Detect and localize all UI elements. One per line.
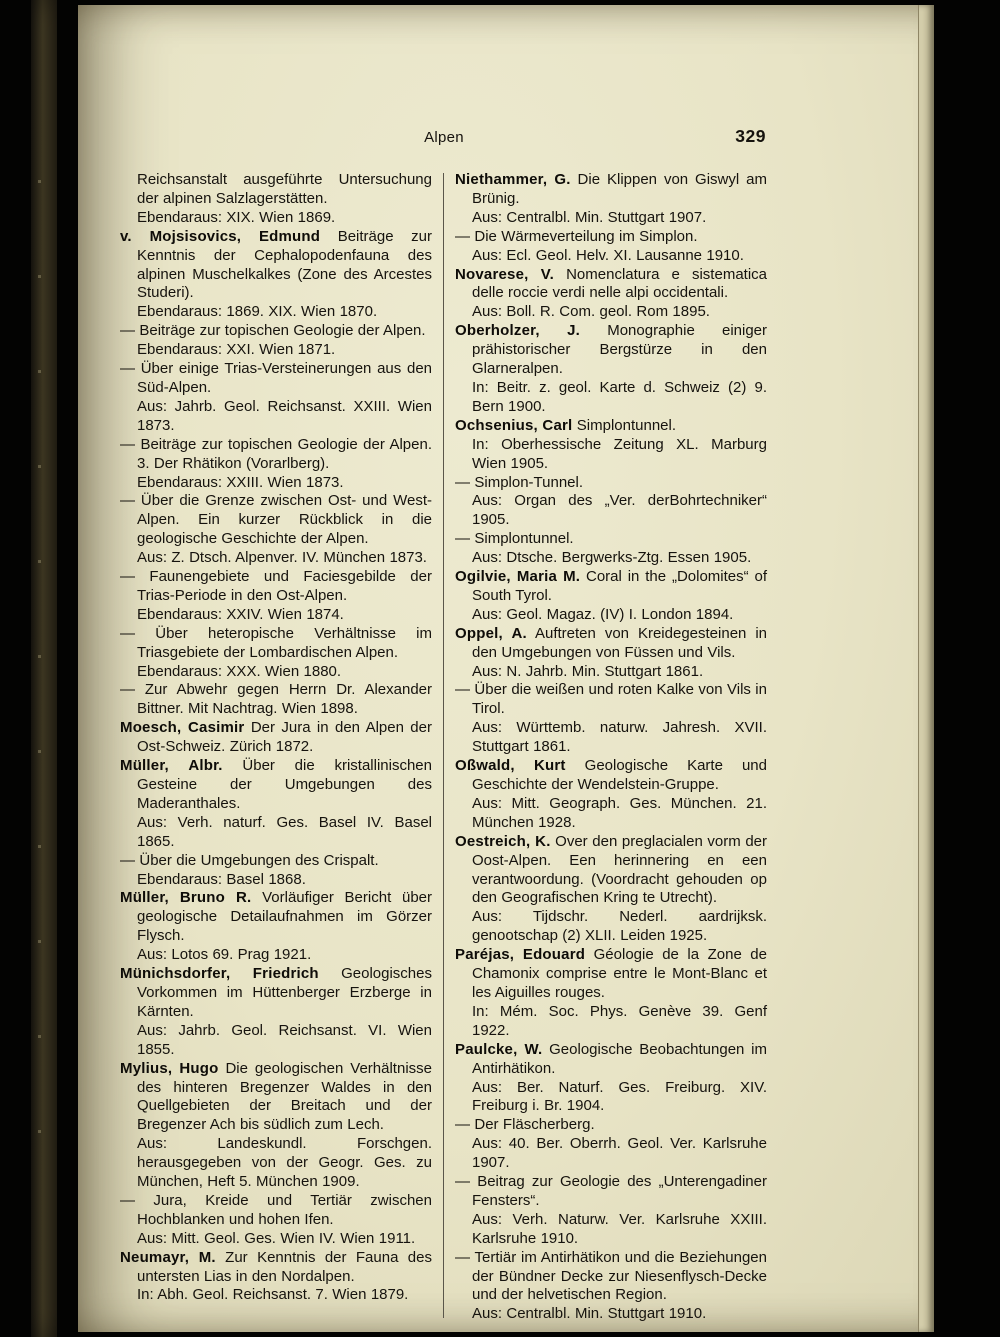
page-number: 329 <box>735 126 766 146</box>
author-name: Paréjas, Edouard <box>455 946 586 964</box>
bibliography-entry: Reichsanstalt ausgeführte Untersuchung der alpinen Salzlagerstätten. Ebendaraus: XIX. Wien 1869. <box>137 171 432 226</box>
bibliography-entry: — Über die Umgebungen des Crispalt. Ebendaraus: Basel 1868. <box>120 852 432 890</box>
left-column <box>120 171 432 1324</box>
author-name: Moesch, Casimir <box>120 719 245 737</box>
entry-reference: Ebendaraus: XXIV. Wien 1874. <box>137 605 344 623</box>
entry-reference: Aus: Verh. naturf. Ges. Basel IV. Basel 1865. <box>137 813 432 850</box>
entry-reference: Aus: Jahrb. Geol. Reichsanst. XXIII. Wien 1873. <box>137 397 432 434</box>
bibliography-entry: Müller, Albr. Über die kristallinischen Gesteine der Umgebungen des Maderanthales. Aus: Verh. naturf. Ges. Basel IV. Basel 1865. <box>120 757 432 850</box>
entry-reference: Aus: Boll. R. Com. geol. Rom 1895. <box>472 303 710 321</box>
entry-reference: Aus: Württemb. naturw. Jahresh. XVII. Stuttgart 1861. <box>472 719 767 756</box>
author-name: Oberholzer, J. <box>455 322 581 340</box>
right-column <box>455 171 767 1324</box>
author-name: Ogilvie, Maria M. <box>455 568 581 586</box>
bibliography-entry: — Jura, Kreide und Tertiär zwischen Hochblanken und hohen Ifen. Aus: Mitt. Geol. Ges. Wien IV. Wien 1911. <box>120 1191 432 1247</box>
bibliography-entry: — Über heteropische Verhältnisse im Triasgebiete der Lombardischen Alpen. Ebendaraus: XXX. Wien 1880. <box>120 624 432 680</box>
bibliography-entry: Ochsenius, Carl Simplontunnel. In: Oberhessische Zeitung XL. Marburg Wien 1905. <box>455 416 767 472</box>
bibliography-entry: — Beiträge zur topischen Geologie der Alpen. 3. Der Rhätikon (Vorarlberg). Ebendaraus: XXIII. Wien 1873. <box>120 435 432 491</box>
entry-reference: Ebendaraus: XXX. Wien 1880. <box>137 662 342 680</box>
author-name: Oßwald, Kurt <box>455 757 566 775</box>
bibliography-entry: Oppel, A. Auftreten von Kreidegesteinen in den Umgebungen von Füssen und Vils. Aus: N. Jahrb. Min. Stuttgart 1861. <box>455 624 767 680</box>
entry-reference: Aus: Verh. Naturw. Ver. Karlsruhe XXIII. Karlsruhe 1910. <box>472 1210 767 1247</box>
bibliography-entry: — Beitrag zur Geologie des „Unterengadiner Fensters“. Aus: Verh. Naturw. Ver. Karlsruhe XXIII. Karlsruhe 1910. <box>455 1173 767 1247</box>
bibliography-entry: v. Mojsisovics, Edmund Beiträge zur Kenntnis der Cephalopodenfauna des alpinen Muschelkalkes (Zone des Arcestes Studeri). Ebendaraus: 1869. XIX. Wien 1870. <box>120 227 432 321</box>
entry-reference: In: Mém. Soc. Phys. Genève 39. Genf 1922. <box>472 1002 767 1039</box>
entry-reference: Aus: Z. Dtsch. Alpenver. IV. München 1873. <box>137 549 427 567</box>
entry-reference: Ebendaraus: Basel 1868. <box>137 870 306 888</box>
entry-reference: Aus: Landeskundl. Forschgen. herausgegeben von der Geogr. Ges. zu München, Heft 5. München 1909. <box>137 1135 432 1191</box>
author-name: Niethammer, G. <box>455 171 571 188</box>
page-content <box>120 126 768 1324</box>
bibliography-entry: — Über die Grenze zwischen Ost- und West-Alpen. Ein kurzer Rückblick in die geologische Geschichte der Alpen. Aus: Z. Dtsch. Alpenver. IV. München 1873. <box>120 492 432 567</box>
bibliography-entry: — Faunengebiete und Faciesgebilde der Trias-Periode in den Ost-Alpen. Ebendaraus: XXIV. Wien 1874. <box>120 568 432 623</box>
book-page <box>78 5 934 1332</box>
entry-reference: Aus: Geol. Magaz. (IV) I. London 1894. <box>472 605 734 623</box>
bibliography-entry: — Simplontunnel. Aus: Dtsche. Bergwerks-Ztg. Essen 1905. <box>455 530 767 568</box>
author-name: Müller, Albr. <box>120 757 223 775</box>
entry-reference: Aus: Centralbl. Min. Stuttgart 1907. <box>472 208 707 226</box>
bibliography-entry: Niethammer, G. Die Klippen von Giswyl am Brünig. Aus: Centralbl. Min. Stuttgart 1907. <box>455 171 767 226</box>
text-columns <box>120 171 768 1324</box>
entry-reference: In: Abh. Geol. Reichsanst. 7. Wien 1879. <box>137 1286 409 1304</box>
author-name: Oppel, A. <box>455 624 527 642</box>
column-divider <box>443 173 444 1318</box>
entry-reference: Aus: Mitt. Geograph. Ges. München. 21. München 1928. <box>472 794 767 831</box>
bibliography-entry: Mylius, Hugo Die geologischen Verhältnisse des hinteren Bregenzer Waldes in den Quellgebieten der Breitach und der Bregenzer Ach bis südlich zum Lech. Aus: Landeskundl. Forschgen. herausgegeben von der Geogr. Ges. zu München, Heft 5. München 1909. <box>120 1059 432 1191</box>
entry-reference: Aus: Lotos 69. Prag 1921. <box>137 946 312 964</box>
bibliography-entry: Novarese, V. Nomenclatura e sistematica delle roccie verdi nelle alpi occidentali. Aus: Boll. R. Com. geol. Rom 1895. <box>455 265 767 321</box>
entry-reference: Aus: Ecl. Geol. Helv. XI. Lausanne 1910. <box>472 246 744 264</box>
entry-reference: Ebendaraus: XXI. Wien 1871. <box>137 341 336 359</box>
bibliography-entry: — Die Wärmeverteilung im Simplon. Aus: Ecl. Geol. Helv. XI. Lausanne 1910. <box>455 228 767 266</box>
left-page-edges <box>31 0 57 1337</box>
author-name: Münichsdorfer, Friedrich <box>120 965 319 983</box>
entry-reference: Aus: Tijdschr. Nederl. aardrijksk. genootschap (2) XLII. Leiden 1925. <box>472 908 767 945</box>
entry-reference: Aus: Centralbl. Min. Stuttgart 1910. <box>472 1305 707 1323</box>
bibliography-entry: Müller, Bruno R. Vorläufiger Bericht über geologische Detailaufnahmen im Görzer Flysch. Aus: Lotos 69. Prag 1921. <box>120 889 432 964</box>
bibliography-entry: — Tertiär im Antirhätikon und die Beziehungen der Bündner Decke zur Niesenflysch-Decke und der helvetischen Region. Aus: Centralbl. Min. Stuttgart 1910. <box>455 1248 767 1323</box>
page-header <box>120 126 768 155</box>
author-name: Müller, Bruno R. <box>120 889 252 907</box>
entry-reference: Aus: N. Jahrb. Min. Stuttgart 1861. <box>472 662 704 680</box>
bibliography-entry: Oßwald, Kurt Geologische Karte und Geschichte der Wendelstein-Gruppe. Aus: Mitt. Geograph. Ges. München. 21. München 1928. <box>455 757 767 831</box>
author-name: Paulcke, W. <box>455 1040 543 1058</box>
bibliography-entry: — Über einige Trias-Versteinerungen aus den Süd-Alpen. Aus: Jahrb. Geol. Reichsanst. XXIII. Wien 1873. <box>120 360 432 434</box>
bibliography-entry: Münichsdorfer, Friedrich Geologisches Vorkommen im Hüttenberger Erzberge in Kärnten. Aus: Jahrb. Geol. Reichsanst. VI. Wien 1855. <box>120 965 432 1058</box>
entry-reference: Ebendaraus: XIX. Wien 1869. <box>137 208 336 226</box>
bibliography-entry: — Zur Abwehr gegen Herrn Dr. Alexander Bittner. Mit Nachtrag. Wien 1898. <box>120 681 432 718</box>
entry-reference: Ebendaraus: 1869. XIX. Wien 1870. <box>137 303 378 321</box>
author-name: v. Mojsisovics, Edmund <box>120 227 321 245</box>
right-page-edges <box>918 5 934 1332</box>
bibliography-entry: Paulcke, W. Geologische Beobachtungen im Antirhätikon. Aus: Ber. Naturf. Ges. Freiburg. XIV. Freiburg i. Br. 1904. <box>455 1040 768 1115</box>
bibliography-entry: Neumayr, M. Zur Kenntnis der Fauna des untersten Lias in den Nordalpen. In: Abh. Geol. Reichsanst. 7. Wien 1879. <box>120 1248 432 1304</box>
entry-reference: Ebendaraus: XXIII. Wien 1873. <box>137 473 344 491</box>
author-name: Novarese, V. <box>455 265 554 283</box>
bibliography-entry: Oestreich, K. Over den preglacialen vorm der Oost-Alpen. Een herinnering en een verantwoordung. (Voordracht gehouden op den Geografischen Kring te Utrecht). Aus: Tijdschr. Nederl. aardrijksk. genootschap (2) XLII. Leiden 1925. <box>455 832 767 945</box>
entry-reference: Aus: Jahrb. Geol. Reichsanst. VI. Wien 1855. <box>137 1021 432 1058</box>
bibliography-entry: Paréjas, Edouard Géologie de la Zone de Chamonix comprise entre le Mont-Blanc et les Aiguilles rouges. In: Mém. Soc. Phys. Genève 39. Genf 1922. <box>455 946 767 1039</box>
bibliography-entry: — Simplon-Tunnel. Aus: Organ des „Ver. derBohrtechniker“ 1905. <box>455 473 767 529</box>
entry-reference: Aus: 40. Ber. Oberrh. Geol. Ver. Karlsruhe 1907. <box>472 1135 767 1172</box>
entry-reference: In: Oberhessische Zeitung XL. Marburg Wien 1905. <box>472 435 767 472</box>
author-name: Oestreich, K. <box>455 832 551 850</box>
entry-reference: Aus: Dtsche. Bergwerks-Ztg. Essen 1905. <box>472 549 752 567</box>
bibliography-entry: — Der Fläscherberg. Aus: 40. Ber. Oberrh. Geol. Ver. Karlsruhe 1907. <box>455 1116 767 1172</box>
author-name: Neumayr, M. <box>120 1248 216 1266</box>
bibliography-entry: — Beiträge zur topischen Geologie der Alpen. Ebendaraus: XXI. Wien 1871. <box>120 322 432 360</box>
entry-reference: Aus: Mitt. Geol. Ges. Wien IV. Wien 1911. <box>137 1229 416 1247</box>
entry-reference: Aus: Organ des „Ver. derBohrtechniker“ 1905. <box>472 492 767 529</box>
bibliography-entry: — Über die weißen und roten Kalke von Vils in Tirol. Aus: Württemb. naturw. Jahresh. XVII. Stuttgart 1861. <box>455 681 767 756</box>
bibliography-entry: Moesch, Casimir Der Jura in den Alpen der Ost-Schweiz. Zürich 1872. <box>120 719 432 756</box>
author-name: Mylius, Hugo <box>120 1059 219 1077</box>
bibliography-entry: Oberholzer, J. Monographie einiger prähistorischer Bergstürze in den Glarneralpen. In: Beitr. z. geol. Karte d. Schweiz (2) 9. Bern 1900. <box>455 322 768 415</box>
author-name: Ochsenius, Carl <box>455 416 573 434</box>
entry-reference: Aus: Ber. Naturf. Ges. Freiburg. XIV. Freiburg i. Br. 1904. <box>472 1078 767 1115</box>
running-header: Alpen <box>424 129 464 146</box>
entry-reference: In: Beitr. z. geol. Karte d. Schweiz (2) 9. Bern 1900. <box>472 378 767 415</box>
bibliography-entry: Ogilvie, Maria M. Coral in the „Dolomites“ of South Tyrol. Aus: Geol. Magaz. (IV) I. London 1894. <box>455 568 767 623</box>
